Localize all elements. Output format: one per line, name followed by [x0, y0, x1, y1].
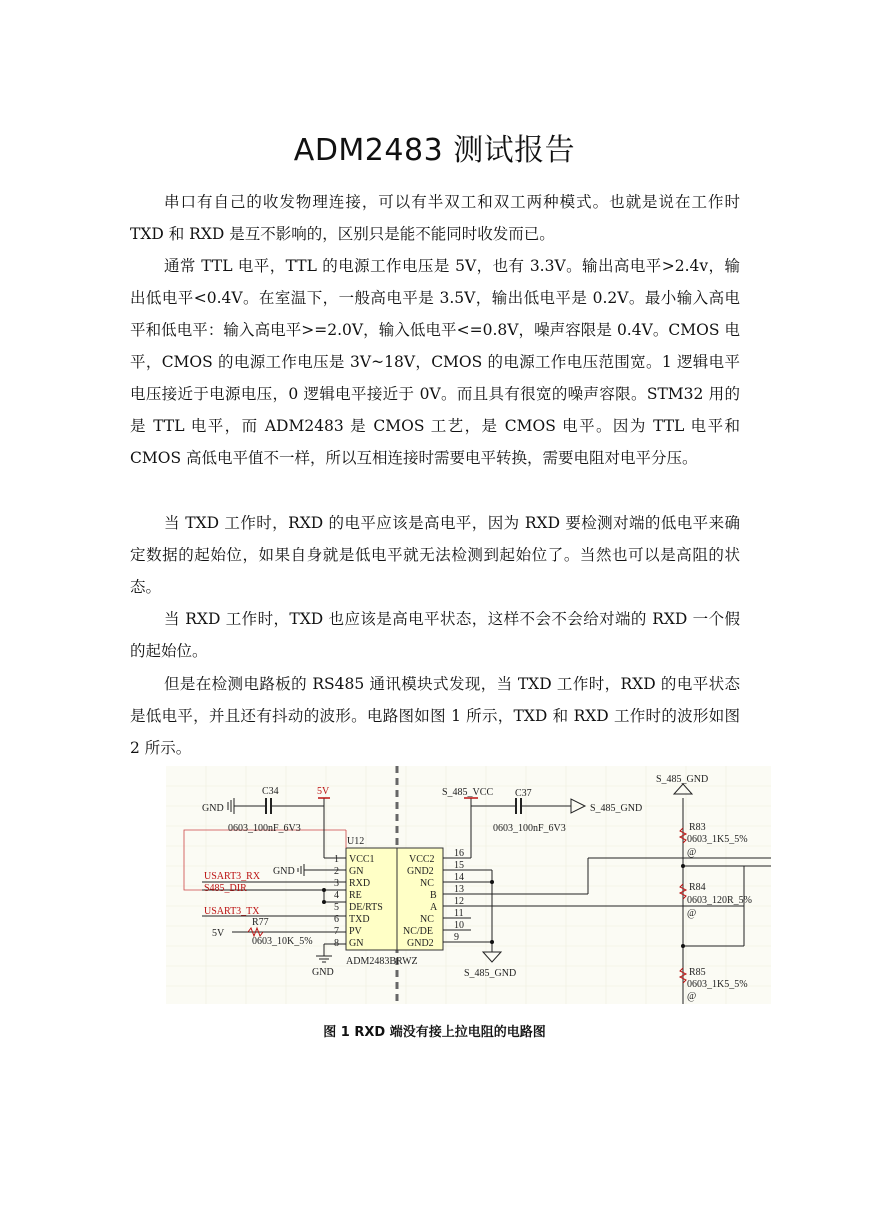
schematic-drawing [166, 766, 771, 1004]
svg-text:11: 11 [454, 908, 464, 919]
svg-text:NC: NC [420, 878, 434, 889]
paragraph-3: 当 TXD 工作时，RXD 的电平应该是高电平，因为 RXD 要检测对端的低电平来确定数据的起始位，如果自身就是低电平就无法检测到起始位了。当然也可以是高阻的状态。 [130, 514, 740, 596]
svg-text:16: 16 [454, 848, 464, 859]
s485-vcc-label: S_485_VCC [442, 787, 494, 798]
circuit-schematic [166, 766, 771, 1004]
svg-text:9: 9 [454, 932, 459, 943]
sgnd-top-label: S_485_GND [656, 774, 709, 785]
u12-label: U12 [347, 836, 365, 847]
svg-text:VCC1: VCC1 [349, 854, 375, 865]
svg-text:5: 5 [334, 902, 339, 913]
usart3-rx-label: USART3_RX [204, 871, 261, 882]
svg-text:NC: NC [420, 914, 434, 925]
r85-value: 0603_1K5_5% [687, 979, 748, 990]
left-pin-numbers [334, 854, 339, 949]
r83-value: 0603_1K5_5% [687, 834, 748, 845]
right-pin-numbers [454, 848, 464, 943]
figure-caption: 图 1 RXD 端没有接上拉电阻的电路图 [323, 1025, 546, 1040]
paragraph-2: 通常 TTL 电平，TTL 的电源工作电压是 5V，也有 3.3V。输出高电平>2.4v，输出低电平<0.4V。在室温下，一般高电平是 3.5V，输出低电平是 0.2V。最小输入高电平和低电平：输入高电平>=2.0V，输入低电平<=0.8V，噪声容限是 0.4V。CMOS 电平，CMOS 的电源工作电压是 3V~18V，CMOS 的电源工作电压范围宽。1 逻辑电平电压接近于电源电压，0 逻辑电平接近于 0V。而且具有很宽的噪声容限。STM32 用的是 TTL 电平，而 ADM2483 是 CMOS 工艺，是 CMOS 电平。因为 TTL 电平和 CMOS 高低电平值不一样，所以互相连接时需要电平转换，需要电阻对电平分压。 [130, 257, 740, 467]
paragraph-4: 当 RXD 工作时，TXD 也应该是高电平状态，这样不会不会给对端的 RXD 一个假的起始位。 [130, 610, 740, 660]
svg-text:8: 8 [334, 938, 339, 949]
paragraph-5: 但是在检测电路板的 RS485 通讯模块式发现，当 TXD 工作时，RXD 的电平状态是低电平，并且还有抖动的波形。电路图如图 1 所示，TXD 和 RXD 工作时的波形如图 2 所示。 [130, 675, 740, 757]
r84-label: R84 [689, 882, 706, 893]
svg-text:TXD: TXD [349, 914, 370, 925]
gnd-label-1: GND [202, 803, 224, 814]
svg-text:GN: GN [349, 866, 364, 877]
svg-text:4: 4 [334, 890, 339, 901]
svg-text:GN: GN [349, 938, 364, 949]
c37-value: 0603_100nF_6V3 [493, 823, 566, 834]
junction-dot-2 [322, 900, 326, 904]
svg-text:7: 7 [334, 926, 339, 937]
svg-text:12: 12 [454, 896, 464, 907]
r83-label: R83 [689, 822, 706, 833]
sgnd-arrow-top [674, 784, 692, 794]
svg-text:RE: RE [349, 890, 362, 901]
c37-label: C37 [515, 788, 532, 799]
svg-text:RXD: RXD [349, 878, 371, 889]
document-title: ADM2483 测试报告 [293, 133, 576, 168]
sgnd-right-label: S_485_GND [590, 803, 643, 814]
junction-dot-4 [490, 880, 494, 884]
gnd-label-2: GND [273, 866, 295, 877]
svg-text:PV: PV [349, 926, 362, 937]
c34-value: 0603_100nF_6V3 [228, 823, 301, 834]
r84-at: @ [687, 908, 697, 919]
svg-text:B: B [430, 890, 437, 901]
part-number: ADM2483BRWZ [346, 956, 418, 967]
junction-dot-3 [490, 940, 494, 944]
svg-text:10: 10 [454, 920, 464, 931]
junction-dot-5 [681, 864, 685, 868]
svg-text:VCC2: VCC2 [409, 854, 435, 865]
r85-label: R85 [689, 967, 706, 978]
5v-top-label: 5V [317, 786, 330, 797]
svg-text:DE/RTS: DE/RTS [349, 902, 383, 913]
svg-text:A: A [430, 902, 438, 913]
c34-label: C34 [262, 786, 279, 797]
r77-label: R77 [252, 917, 269, 928]
usart3-tx-label: USART3_TX [204, 906, 260, 917]
svg-text:1: 1 [334, 854, 339, 865]
svg-text:NC/DE: NC/DE [403, 926, 433, 937]
junction-dot-6 [681, 944, 685, 948]
svg-text:3: 3 [334, 878, 339, 889]
r83-at: @ [687, 847, 697, 858]
svg-text:GND2: GND2 [407, 938, 434, 949]
sgnd-bottom-label: S_485_GND [464, 968, 517, 979]
paragraph-1: 串口有自己的收发物理连接，可以有半双工和双工两种模式。也就是说在工作时 TXD 和 RXD 是互不影响的，区别只是能不能同时收发而已。 [130, 193, 740, 243]
svg-text:2: 2 [334, 866, 339, 877]
gnd-label-3: GND [312, 967, 334, 978]
r84-value: 0603_120R_5% [687, 895, 752, 906]
r85-at: @ [687, 991, 697, 1002]
svg-text:15: 15 [454, 860, 464, 871]
svg-text:6: 6 [334, 914, 339, 925]
junction-dot-1 [322, 888, 326, 892]
s485-dir-label: S485_DIR [204, 883, 247, 894]
svg-text:13: 13 [454, 884, 464, 895]
svg-text:GND2: GND2 [407, 866, 434, 877]
r77-value: 0603_10K_5% [252, 936, 313, 947]
svg-text:14: 14 [454, 872, 464, 883]
5v-left-label: 5V [212, 928, 225, 939]
